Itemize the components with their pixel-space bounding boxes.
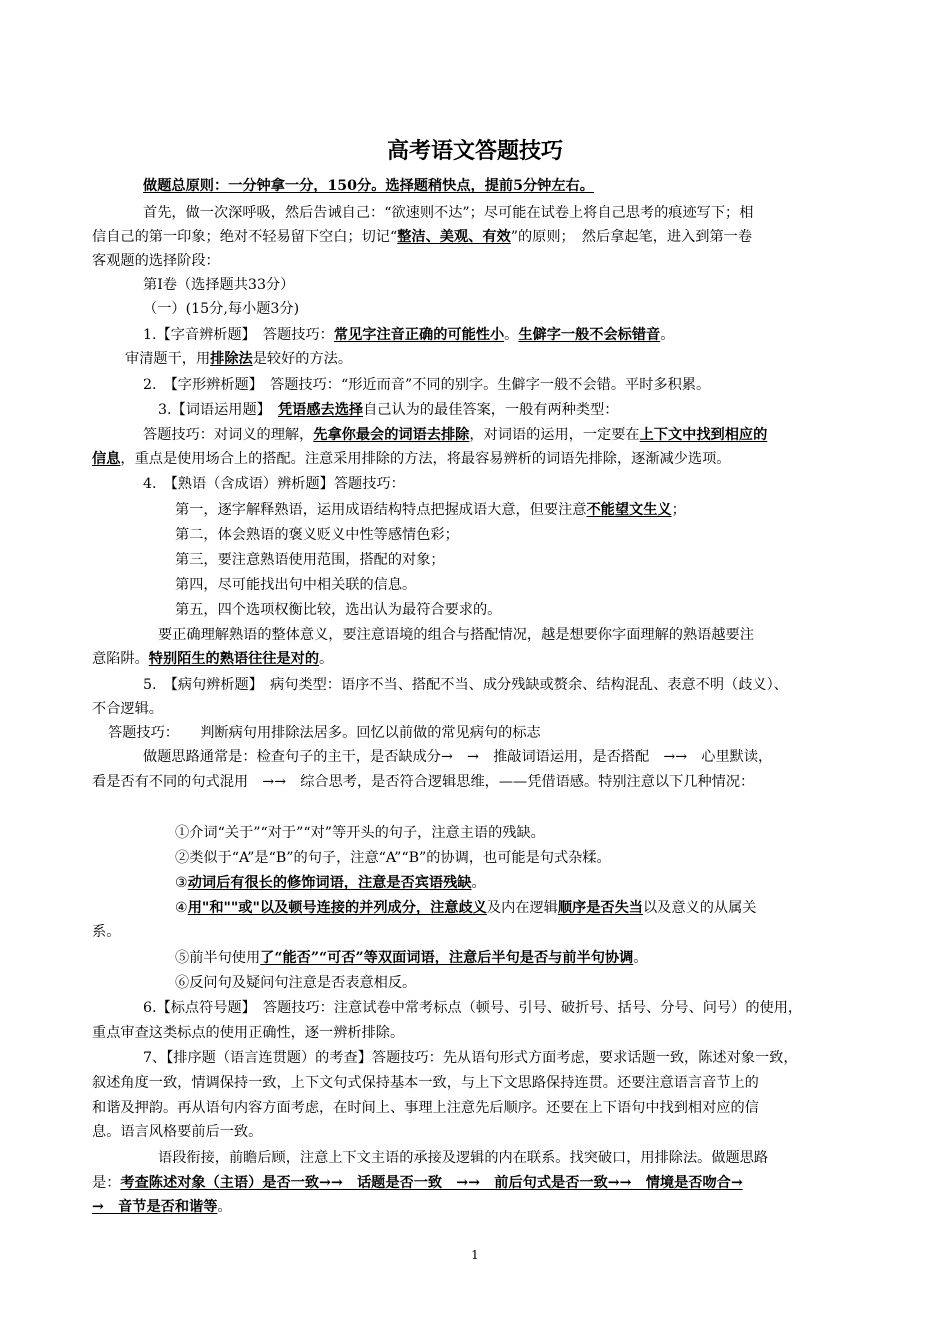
q5-item-3: ③动词后有很长的修饰词语，注意是否宾语残缺。 (175, 875, 486, 891)
intro-line-3: 客观题的选择阶段： (92, 253, 220, 269)
q5-item-5: ⑤前半句使用了“能否”“可否”等双面词语，注意后半句是否与前半句协调。 (175, 950, 648, 966)
q5-line-4: 做题思路通常是：检查句子的主干，是否缺成分→ → 推敲词语运用，是否搭配 →→ 心里默读， (143, 749, 773, 765)
q7-line-6: 是：考查陈述对象（主语）是否一致→→ 话题是否一致 →→ 前后句式是否一致→→ 情境是否吻合→ (92, 1175, 743, 1191)
q5-line-2: 不合逻辑。 (92, 701, 163, 717)
q3-line-2: 答题技巧：对词义的理解，先拿你最会的词语去排除，对词语的运用，一定要在上下文中找到相应的 (143, 427, 768, 443)
intro-line-2: 信自己的第一印象；绝对不轻易留下空白；切记“整洁、美观、有效”的原则； 然后拿起笔，进入到第一卷 (92, 229, 753, 245)
q6-line-2: 重点审查这类标点的使用正确性，逐一辨析排除。 (92, 1025, 405, 1041)
q4-heading: 4. 【熟语（含成语）辨析题】答题技巧： (143, 476, 405, 492)
q1-line-1: 1.【字音辨析题】 答题技巧：常见字注音正确的可能性小。生僻字一般不会标错音。 (143, 327, 675, 343)
part-heading: （一）(15分,每小题3分) (143, 301, 300, 317)
principle-text: 做题总原则：一分钟拿一分，150分。选择题稍快点，提前5分钟左右。 (143, 178, 594, 194)
q7-line-1: 7、【排序题（语言连贯题）的考查】答题技巧：先从语句形式方面考虑，要求话题一致，陈述对象一致， (143, 1050, 798, 1066)
intro-line-1: 首先，做一次深呼吸，然后告诫自己：“欲速则不达”；尽可能在试卷上将自己思考的痕迹写下；相 (143, 205, 754, 221)
q5-item-4-cont: 系。 (92, 924, 121, 940)
q4-point-3: 第三，要注意熟语使用范围，搭配的对象； (175, 552, 445, 568)
q1-line-2: 审清题干，用排除法是较好的方法。 (125, 351, 353, 367)
q7-line-2: 叙述角度一致，情调保持一致，上下文句式保持基本一致，与上下文思路保持连贯。还要注意语言音节上的 (92, 1075, 759, 1091)
q4-point-5: 第五，四个选项权衡比较，选出认为最符合要求的。 (175, 602, 502, 618)
principle-line (143, 176, 950, 196)
q7-line-3: 和谐及押韵。再从语句内容方面考虑，在时间上、事理上注意先后顺序。还要在上下语句中找到相对应的信 (92, 1100, 759, 1116)
q5-line-1: 5. 【病句辨析题】 病句类型：语序不当、搭配不当、成分残缺或赘余、结构混乱、表意不明（歧义）、 (143, 677, 788, 693)
principle-keywords: 整洁、美观、有效 (397, 229, 511, 245)
q5-line-3: 答题技巧： 判断病句用排除法居多。回忆以前做的常见病句的标志 (108, 725, 541, 741)
q6-line-1: 6.【标点符号题】 答题技巧：注意试卷中常考标点（顿号、引号、破折号、括号、分号、问号）的使用， (143, 1000, 803, 1016)
q2-line: 2. 【字形辨析题】 答题技巧：“形近而音”不同的别字。生僻字一般不会错。平时多积累。 (143, 377, 711, 393)
q5-item-6: ⑥反问句及疑问句注意是否表意相反。 (175, 975, 417, 991)
q4-point-4: 第四，尽可能找出句中相关联的信息。 (175, 577, 417, 593)
page-title: 高考语文答题技巧 (386, 139, 563, 164)
q5-item-4: ④用"和""或"以及顿号连接的并列成分，注意歧义及内在逻辑顺序是否失当以及意义的从属关 (175, 900, 757, 916)
q5-line-5: 看是否有不同的句式混用 →→ 综合思考，是否符合逻辑思维，——凭借语感。特别注意以下几种情况： (92, 774, 755, 790)
q4-note-line-1: 要正确理解熟语的整体意义，要注意语境的组合与搭配情况，越是想要你字面理解的熟语越要注 (158, 627, 754, 643)
page-number: 1 (471, 1248, 479, 1262)
volume-heading: 第Ⅰ卷（选择题共33分） (143, 277, 295, 293)
q7-line-7: → 音节是否和谐等。 (92, 1199, 232, 1215)
q3-line-3: 信息，重点是使用场合上的搭配。注意采用排除的方法，将最容易辨析的词语先排除，逐渐减少选项。 (92, 451, 731, 467)
q7-line-5: 语段衔接，前瞻后顾，注意上下文主语的承接及逻辑的内在联系。找突破口，用排除法。做题思路 (158, 1150, 769, 1166)
q3-line-1: 3.【词语运用题】 凭语感去选择自己认为的最佳答案，一般有两种类型： (158, 402, 619, 418)
q4-point-1: 第一，逐字解释熟语，运用成语结构特点把握成语大意，但要注意不能望文生义； (175, 502, 686, 518)
q5-item-1: ①介词“关于”“对于”“对”等开头的句子，注意主语的残缺。 (175, 825, 545, 841)
q4-point-2: 第二，体会熟语的褒义贬义中性等感情色彩； (175, 527, 459, 543)
q5-item-2: ②类似于“A”是“B”的句子，注意“A”“B”的协调，也可能是句式杂糅。 (175, 850, 611, 866)
q7-line-4: 息。语言风格要前后一致。 (92, 1124, 263, 1140)
q4-note-line-2: 意陷阱。特别陌生的熟语往往是对的。 (92, 651, 334, 667)
